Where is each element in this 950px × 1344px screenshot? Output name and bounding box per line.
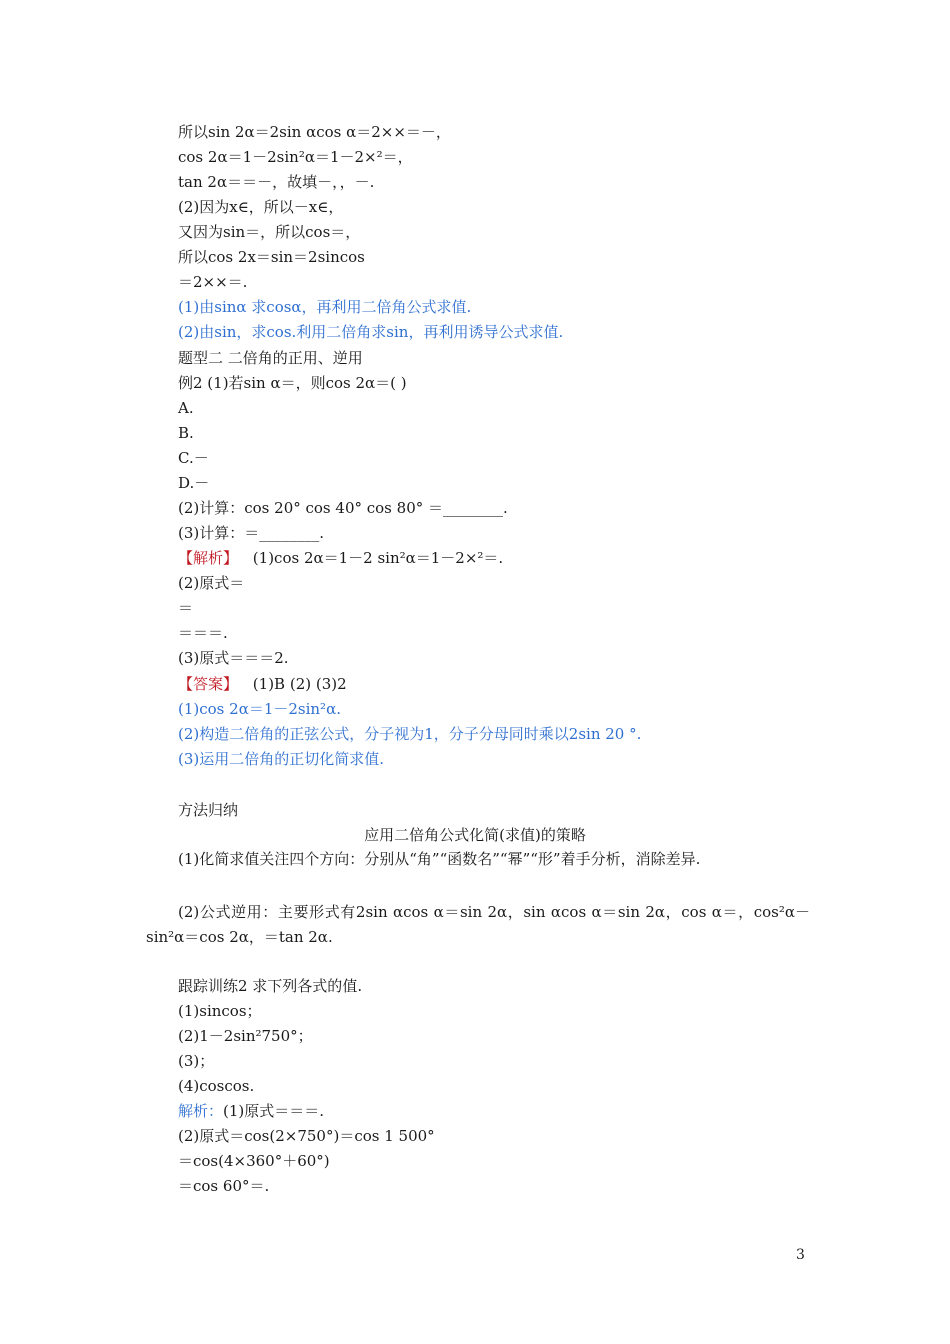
text-line: ＝cos(4×360°＋60°) [178,1152,330,1170]
question-line: (3)计算：＝________. [178,524,325,542]
practice-item: (1)sincos； [178,1002,262,1020]
jiexi-label: 【解析】 [178,549,239,567]
option-c: C.－ [178,449,209,467]
practice-heading: 跟踪训练2 求下列各式的值. [178,977,363,995]
daan-label: 【答案】 [178,675,239,693]
hint-line: (2)由sin，求cos.利用二倍角求sin，再利用诱导公式求值. [178,323,564,341]
text-line: cos 2α＝1－2sin²α＝1－2×²＝， [178,148,413,166]
text-line: 又因为sin＝，所以cos＝， [178,223,361,241]
hint-line: (2)构造二倍角的正弦公式，分子视为1，分子分母同时乘以2sin 20 °. [178,725,642,743]
solution-text: (1)原式＝＝＝. [223,1102,325,1120]
answer-line [178,674,347,694]
method-paragraph: (2)公式逆用：主要形式有2sin αcos α＝sin 2α，sin αcos α＝sin 2α，cos α＝，cos²α－sin²α＝cos 2α，＝tan 2α. [146,903,810,946]
text-line: 所以sin 2α＝2sin αcos α＝2××＝－， [178,123,451,141]
option-b: B. [178,424,194,442]
practice-item: (3)； [178,1052,215,1070]
method-heading: 方法归纳 [178,801,239,819]
section-heading: 题型二 二倍角的正用、逆用 [178,349,363,367]
text-line: (2)原式＝ [178,574,245,592]
text-line: ＝cos 60°＝. [178,1177,270,1195]
practice-item: (4)coscos. [178,1077,255,1095]
option-a: A. [178,399,194,417]
question-line: (2)计算：cos 20° cos 40° cos 80° ＝________. [178,499,508,517]
practice-item: (2)1－2sin²750°； [178,1027,313,1045]
text-line: ＝ [178,599,194,617]
example-question: 例2 (1)若sin α＝，则cos 2α＝( ) [178,374,407,392]
hint-line: (3)运用二倍角的正切化简求值. [178,750,385,768]
text-line: (3)原式＝＝＝2. [178,649,289,667]
answer-text: (1)B (2) (3)2 [252,675,347,693]
text-line: ＝2××＝. [178,273,248,291]
hint-line: (1)cos 2α＝1－2sin²α. [178,700,341,718]
page-number: 3 [796,1247,805,1263]
hint-line: (1)由sinα 求cosα，再利用二倍角公式求值. [178,298,472,316]
text-line: 所以cos 2x＝sin＝2sincos [178,248,365,266]
solution-line [178,548,503,568]
text-line: (2)因为x∈，所以－x∈， [178,198,344,216]
solution-line [178,1101,324,1121]
method-paragraph: (1)化简求值关注四个方向：分别从“角”“函数名”“幂”“形”着手分析，消除差异. [178,850,701,868]
text-line: tan 2α＝＝－，故填－，，－. [178,173,375,191]
option-d: D.－ [178,474,210,492]
solution-text: (1)cos 2α＝1－2 sin²α＝1－2×²＝. [252,549,504,567]
method-title: 应用二倍角公式化简(求值)的策略 [364,826,586,844]
jiexi-plain-label: 解析： [178,1102,224,1120]
text-line: (2)原式＝cos(2×750°)＝cos 1 500° [178,1127,435,1145]
text-line: ＝＝＝. [178,624,228,642]
